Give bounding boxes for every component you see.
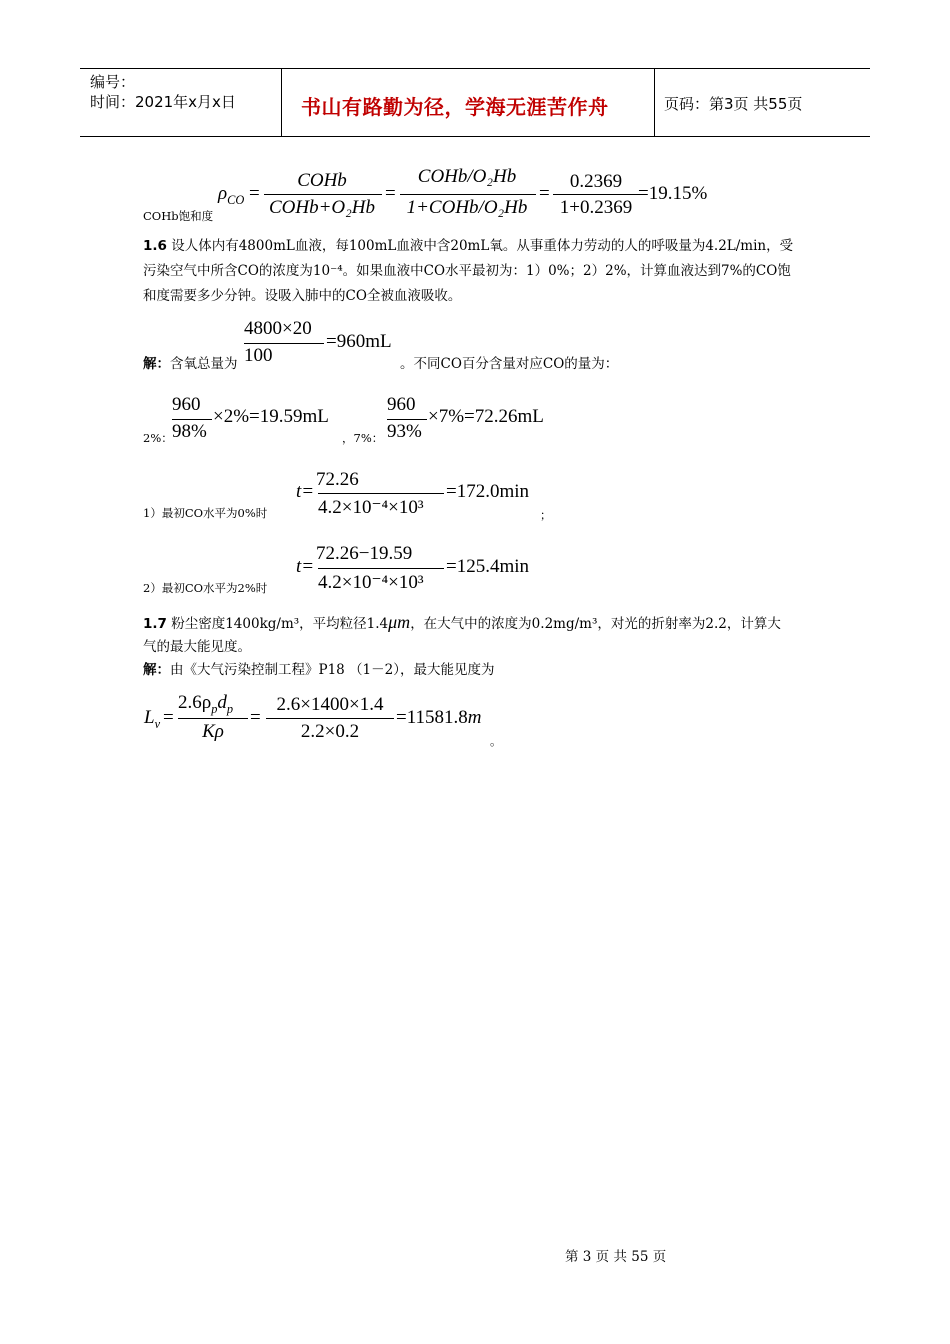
eq1-frac1-den: COHb+O₂Hb	[269, 197, 375, 218]
visibility-frac1-num: $2.6\rho_pd_p$	[178, 692, 234, 716]
problem-1-7-line1: 1.7 粉尘密度1400kg/m³，平均粒径1.4μm，在大气中的浓度为0.2mg/m³，对光的折射率为2.2，计算大	[143, 612, 781, 632]
case2-bar	[318, 568, 444, 569]
case1-end: ；	[540, 508, 552, 522]
problem-1-6-line1: 1.6 设人体内有4800mL血液，每100mL血液中含20mL氧。从事重体力劳动的人的呼吸量为4.2L/min，受	[143, 238, 794, 254]
eq1-frac3-den: 1+0.2369	[559, 197, 633, 218]
amount-7pct-label: ，7%：	[342, 431, 384, 445]
footer-page-number: 第 3 页 共 55 页	[565, 1249, 667, 1265]
amount-2pct-num: 960	[172, 394, 201, 415]
header-date: 时间：2021年x月x日	[90, 93, 236, 111]
solution-1-6-after: 。不同CO百分含量对应CO的量为：	[400, 356, 619, 372]
case1-den: 4.2×10⁻⁴×10³	[318, 497, 424, 518]
visibility-frac2-bar	[266, 718, 394, 719]
problem-1-6-line2: 污染空气中所含CO的浓度为10⁻⁴。如果血液中CO水平最初为：1）0%；2）2%，计算血液达到7%的CO饱	[143, 263, 791, 279]
header-bottom-rule	[80, 136, 870, 137]
oxygen-frac-num: 4800×20	[244, 318, 312, 339]
visibility-result: =11581.8m	[396, 707, 482, 728]
eq1-equals-3: =	[539, 183, 550, 204]
amount-7pct-den: 93%	[387, 421, 422, 442]
solution-1-6-intro: 解：含氧总量为	[143, 356, 238, 372]
amount-7pct-result: ×7%=72.26mL	[428, 406, 544, 427]
eq1-equals-2: =	[385, 183, 396, 204]
case1-num: 72.26	[316, 469, 359, 490]
case2-num: 72.26−19.59	[316, 543, 413, 564]
eq1-lhs: $\rho_{CO}$	[218, 183, 245, 207]
eq1-frac3-bar	[553, 194, 639, 195]
oxygen-frac-bar	[244, 343, 324, 344]
header-top-rule	[80, 68, 870, 69]
case2-result: =125.4min	[446, 556, 530, 577]
visibility-equals-1: =	[163, 707, 174, 728]
case2-den: 4.2×10⁻⁴×10³	[318, 572, 424, 593]
amount-7pct-bar	[387, 419, 427, 420]
amount-2pct-bar	[172, 419, 212, 420]
case1-lhs: t=	[296, 481, 315, 502]
case2-lhs: t=	[296, 556, 315, 577]
amount-2pct-label: 2%：	[143, 431, 173, 445]
solution-1-7-end: 。	[490, 734, 502, 748]
eq1-frac2-bar	[400, 194, 536, 195]
header-divider-left	[281, 68, 282, 136]
eq1-frac2-num: COHb/O₂Hb	[417, 166, 517, 187]
visibility-equals-2: =	[250, 707, 261, 728]
problem-1-7-line2: 气的最大能见度。	[143, 639, 251, 655]
visibility-frac1-bar	[178, 718, 248, 719]
header-page-info: 页码：第3页 共55页	[664, 95, 803, 113]
eq1-frac1-num: COHb	[297, 170, 347, 191]
amount-2pct-result: ×2%=19.59mL	[213, 406, 329, 427]
eq1-frac1-bar	[264, 194, 382, 195]
solution-1-7-intro: 解：由《大气污染控制工程》P18 （1－2），最大能见度为	[143, 662, 495, 678]
header-divider-right	[654, 68, 655, 136]
visibility-frac1-den: Kρ	[202, 721, 224, 742]
visibility-frac2-den: 2.2×0.2	[300, 721, 360, 742]
oxygen-frac-den: 100	[244, 345, 273, 366]
eq1-result: =19.15%	[638, 183, 708, 204]
visibility-lhs: $L_v$	[144, 707, 161, 731]
visibility-frac2-num: 2.6×1400×1.4	[276, 694, 384, 715]
amount-2pct-den: 98%	[172, 421, 207, 442]
case1-result: =172.0min	[446, 481, 530, 502]
eq1-frac2-den: 1+COHb/O₂Hb	[406, 197, 528, 218]
case1-bar	[318, 493, 444, 494]
problem-1-6-line3: 和度需要多少分钟。设吸入肺中的CO全被血液吸收。	[143, 288, 462, 304]
amount-7pct-num: 960	[387, 394, 416, 415]
header-motto: 书山有路勤为径，学海无涯苦作舟	[301, 95, 609, 119]
eq1-frac3-num: 0.2369	[569, 171, 623, 192]
eq1-equals-1: =	[249, 183, 260, 204]
case1-label: 1）最初CO水平为0%时	[143, 506, 268, 520]
eq1-label: COHb饱和度	[143, 209, 214, 223]
case2-label: 2）最初CO水平为2%时	[143, 581, 268, 595]
oxygen-result: =960mL	[326, 331, 392, 352]
header-number-label: 编号：	[90, 73, 136, 91]
